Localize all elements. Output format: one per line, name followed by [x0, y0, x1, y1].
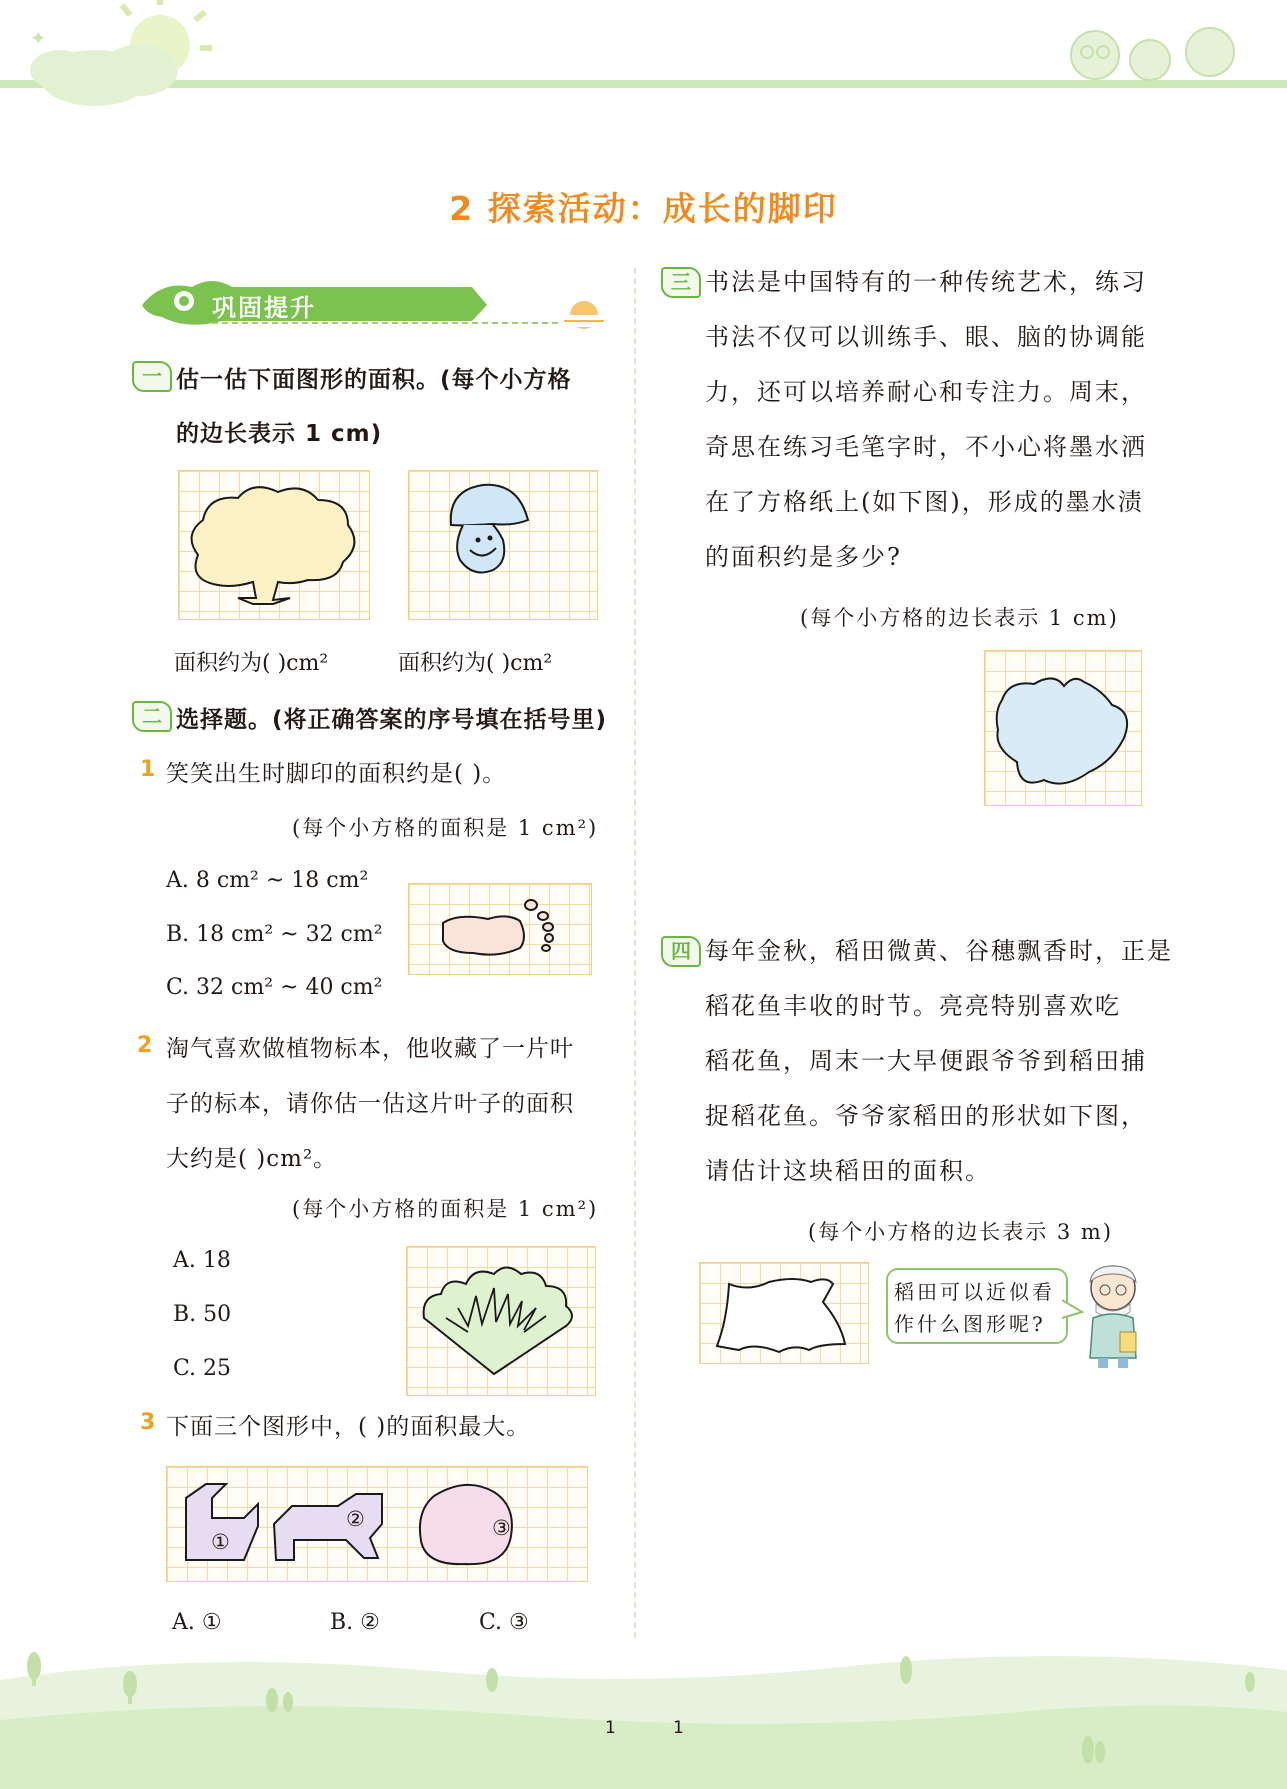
shapes-figure	[166, 1466, 588, 1582]
page-title: 2 探索活动：成长的脚印	[449, 189, 838, 228]
q2-1-number: 1	[140, 757, 156, 782]
q4-tag: 四	[661, 936, 701, 967]
q2-3-option-c[interactable]: C. ③	[479, 1610, 529, 1635]
q4-line3: 稻花鱼，周末一大早便跟爷爷到稻田捕	[705, 1047, 1147, 1075]
animal-faces-icon	[1071, 28, 1234, 80]
q2-2-line2: 子的标本，请你估一估这片叶子的面积	[166, 1091, 574, 1117]
q2-3-text: 下面三个图形中，( )的面积最大。	[166, 1414, 531, 1440]
q2-2-line3: 大约是( )cm²。	[166, 1146, 338, 1172]
mushroom-shape	[408, 470, 598, 620]
q2-2-number: 2	[137, 1033, 153, 1058]
q3-line2: 书法不仅可以训练手、眼、脑的协调能	[705, 323, 1147, 351]
footprint-shape	[408, 883, 593, 975]
q3-line3: 力，还可以培养耐心和专注力。周末，	[705, 378, 1147, 406]
bubble-line2: 作什么图形呢?	[894, 1312, 1046, 1336]
page-number-b: 1	[673, 1718, 684, 1738]
q2-3-option-b[interactable]: B. ②	[330, 1610, 380, 1635]
q2-2-note: (每个小方格的面积是 1 cm²)	[292, 1197, 599, 1221]
q2-1-option-b[interactable]: B. 18 cm² ~ 32 cm²	[166, 922, 383, 947]
q3-line1: 书法是中国特有的一种传统艺术，练习	[705, 268, 1147, 296]
footer-hills	[0, 1640, 1287, 1789]
q2-1-option-a[interactable]: A. 8 cm² ~ 18 cm²	[166, 868, 369, 893]
ink-stain-shape	[984, 650, 1142, 806]
q4-line2: 稻花鱼丰收的时节。亮亮特别喜欢吃	[705, 992, 1121, 1020]
q1-answer2[interactable]: 面积约为( )cm²	[398, 651, 553, 676]
header-decoration	[0, 0, 1287, 110]
q3-line6: 的面积约是多少?	[705, 543, 902, 571]
q1-text-line2: 的边长表示 1 cm)	[176, 421, 383, 447]
svg-text:✦: ✦	[30, 26, 47, 50]
q2-2-line1: 淘气喜欢做植物标本，他收藏了一片叶	[166, 1036, 574, 1062]
tree-shape	[178, 470, 368, 620]
q3-note: (每个小方格的边长表示 1 cm)	[800, 606, 1119, 630]
q2-1-option-c[interactable]: C. 32 cm² ~ 40 cm²	[166, 975, 383, 1000]
shape-label-2: ②	[346, 1507, 365, 1531]
q2-2-option-b[interactable]: B. 50	[173, 1302, 232, 1327]
shape-label-1: ①	[211, 1530, 230, 1554]
q3-tag: 三	[661, 267, 701, 298]
column-divider	[634, 268, 636, 1638]
section-banner	[132, 265, 612, 335]
q4-line5: 请估计这块稻田的面积。	[705, 1157, 991, 1185]
q4-line4: 捉稻花鱼。爷爷家稻田的形状如下图，	[705, 1102, 1147, 1130]
q1-text-line1: 估一估下面图形的面积。(每个小方格	[176, 367, 572, 393]
shape-label-3: ③	[492, 1516, 511, 1540]
page-number-a: 1	[605, 1718, 616, 1738]
q2-3-option-a[interactable]: A. ①	[172, 1610, 222, 1635]
q3-line5: 在了方格纸上(如下图)，形成的墨水渍	[705, 488, 1144, 516]
q3-line4: 奇思在练习毛笔字时，不小心将墨水洒	[705, 433, 1147, 461]
q2-title: 选择题。(将正确答案的序号填在括号里)	[176, 707, 608, 733]
q2-1-text: 笑笑出生时脚印的面积约是( )。	[166, 761, 507, 787]
q2-3-number: 3	[140, 1410, 156, 1435]
q4-line1: 每年金秋，稻田微黄、谷穗飘香时，正是	[705, 937, 1173, 965]
grandpa-icon	[1078, 1262, 1148, 1372]
cloud-icon	[30, 44, 178, 106]
q2-2-option-c[interactable]: C. 25	[173, 1356, 232, 1381]
leaf-shape	[406, 1246, 596, 1396]
section-label: 巩固提升	[212, 294, 316, 322]
q4-note: (每个小方格的边长表示 3 m)	[808, 1220, 1114, 1244]
field-shape	[699, 1262, 869, 1364]
q2-2-option-a[interactable]: A. 18	[173, 1248, 231, 1273]
bubble-line1: 稻田可以近似看	[894, 1280, 1055, 1304]
q1-answer1[interactable]: 面积约为( )cm²	[174, 651, 329, 676]
q2-1-note: (每个小方格的面积是 1 cm²)	[292, 816, 599, 840]
q1-tag: 一	[132, 361, 172, 392]
q2-tag: 二	[132, 701, 172, 732]
